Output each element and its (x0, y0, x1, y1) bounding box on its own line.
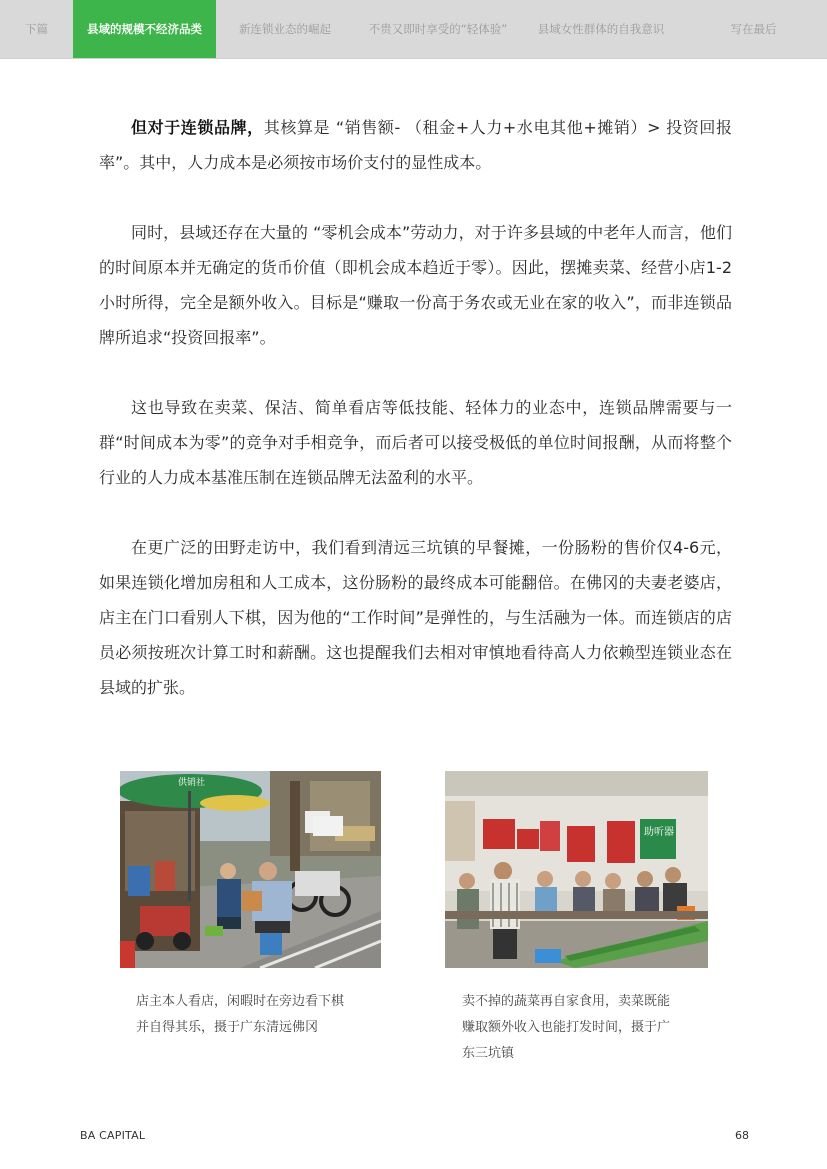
caption-line: 并自得其乐，摄于广东清远佛冈 (136, 1020, 319, 1035)
umbrella-text: 供销社 (178, 778, 206, 788)
article-body (99, 110, 732, 740)
tab-county-women-awareness[interactable]: 县域女性群体的自我意识 (537, 22, 665, 36)
caption-line: 店主本人看店，闲暇时在旁边看下棋 (136, 994, 345, 1009)
sign-text: 助听器 (644, 827, 674, 838)
tab-new-chain-formats[interactable]: 新连锁业态的崛起 (239, 22, 331, 36)
caption-line: 赚取额外收入也能打发时间，摄于广 (462, 1020, 671, 1035)
footer-brand: BA CAPITAL (80, 1129, 146, 1142)
paragraph-field-visit: 在更广泛的田野走访中，我们看到清远三坑镇的早餐摊，一份肠粉的售价仅4-6元，如果连锁化增加房租和人工成本，这份肠粉的最终成本可能翻倍。在佛冈的夫妻老婆店，店主在门口看别人下棋，因为他的“工作时间”是弹性的，与生活融为一体。而连锁店的店员必须按班次计算工时和薪酬。这也提醒我们去相对审慎地看待高人力依赖型连锁业态在县域的扩张。 (99, 538, 732, 697)
section-nav-bar (0, 0, 827, 59)
photo-illustration (120, 771, 381, 968)
caption-line: 卖不掉的蔬菜再自家食用，卖菜既能 (462, 994, 671, 1009)
tab-county-diseconomy-categories[interactable]: 县域的规模不经济品类 (73, 0, 216, 58)
tab-conclusion[interactable]: 写在最后 (730, 22, 777, 36)
photo-shopkeeper-watching-chess (120, 771, 381, 968)
page-number: 68 (735, 1129, 749, 1142)
caption-line: 东三坑镇 (462, 1046, 515, 1061)
tab-part-two[interactable]: 下篇 (25, 22, 48, 36)
paragraph-text: 其核算是 “销售额- （租金+人力+水电其他+摊销）> 投资回报率”。其中，人力成本是必须按市场价支付的显性成本。 (99, 118, 732, 172)
caption-right-photo (462, 989, 692, 1067)
paragraph-zero-opportunity-cost: 同时，县域还存在大量的 “零机会成本”劳动力，对于许多县域的中老年人而言，他们的时间原本并无确定的货币价值（即机会成本趋近于零）。因此，摆摊卖菜、经营小店1-2小时所得，完全是额外收入。目标是“赚取一份高于务农或无业在家的收入”，而非连锁品牌所追求“投资回报率”。 (99, 223, 732, 347)
caption-left-photo (136, 989, 374, 1041)
photo-vegetable-vendors (445, 771, 708, 968)
bold-lead-text: 但对于连锁品牌， (131, 118, 264, 137)
photo-illustration (445, 771, 708, 968)
paragraph-competition: 这也导致在卖菜、保洁、简单看店等低技能、轻体力的业态中，连锁品牌需要与一群“时间成本为零”的竞争对手相竞争，而后者可以接受极低的单位时间报酬，从而将整个行业的人力成本基准压制在连锁品牌无法盈利的水平。 (99, 398, 732, 487)
tab-light-experience[interactable]: 不贵又即时享受的“轻体验” (368, 22, 508, 36)
paragraph-chain-brand-accounting (99, 110, 732, 180)
